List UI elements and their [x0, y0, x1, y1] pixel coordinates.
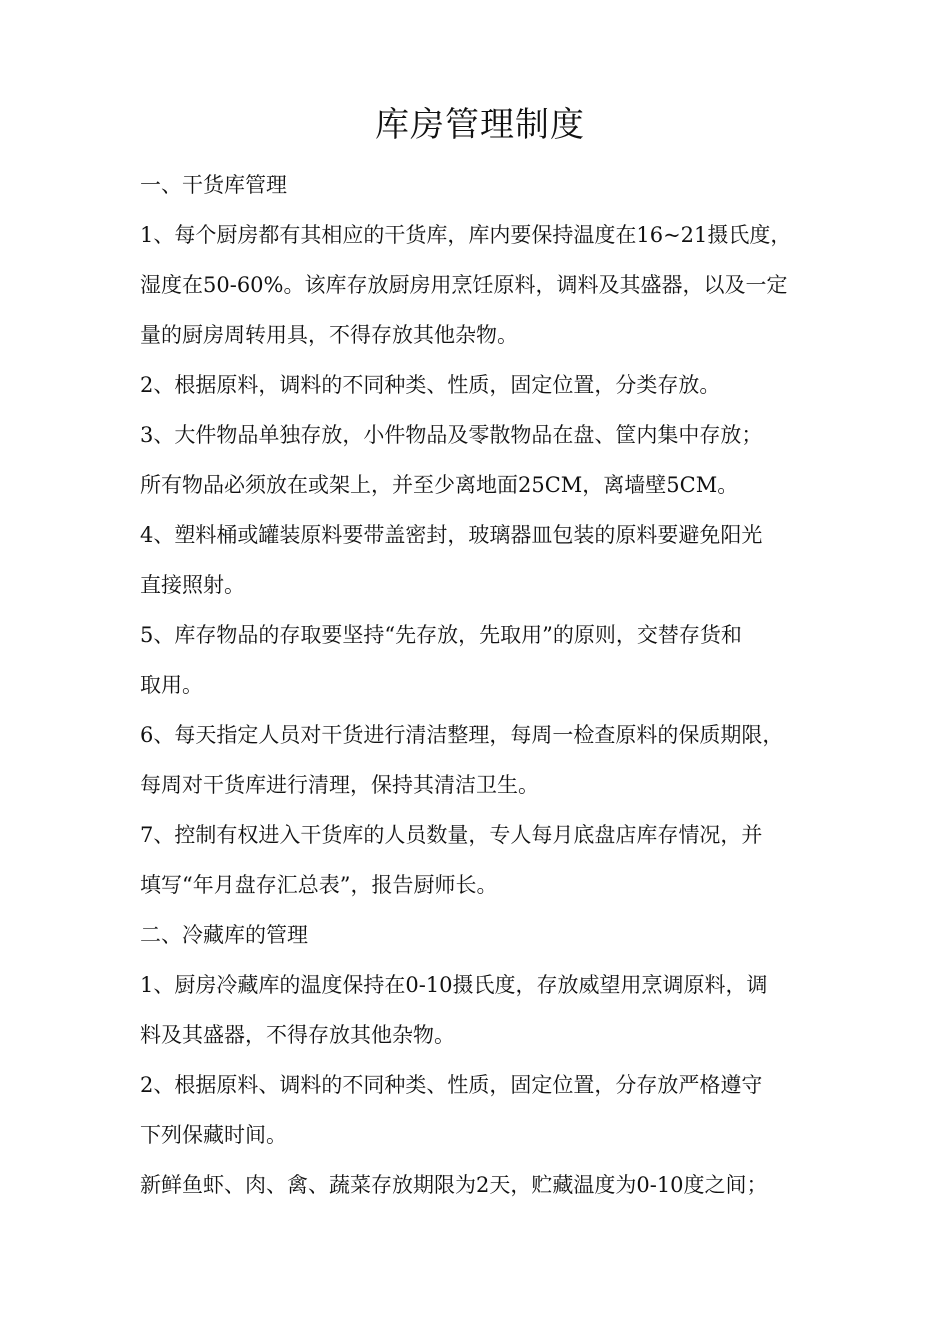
- text-line: 直接照射。: [140, 573, 245, 597]
- text-line: 2、根据原料、调料的不同种类、性质，固定位置，分存放严格遵守: [140, 1073, 763, 1097]
- text-line: 1、每个厨房都有其相应的干货库，库内要保持温度在16~21摄氏度，: [140, 223, 792, 247]
- paragraph-cold-1: [140, 960, 820, 1060]
- text-line: 新鲜鱼虾、肉、禽、蔬菜存放期限为2天，贮藏温度为0-10度之间；: [140, 1173, 768, 1197]
- text-line: 5、库存物品的存取要坚持“先存放，先取用”的原则，交替存货和: [140, 623, 742, 647]
- paragraph-dry-5: [140, 610, 820, 710]
- paragraph-dry-6: [140, 710, 820, 810]
- paragraph-dry-3: [140, 410, 820, 510]
- paragraph-cold-storage-period: [140, 1160, 820, 1210]
- section-heading-dry-storage: [140, 160, 820, 210]
- paragraph-dry-7: [140, 810, 820, 910]
- paragraph-dry-1: [140, 210, 820, 360]
- text-line: 所有物品必须放在或架上，并至少离地面25CM，离墙壁5CM。: [140, 473, 739, 497]
- text-line: 2、根据原料，调料的不同种类、性质，固定位置，分类存放。: [140, 373, 721, 397]
- text-line: 下列保藏时间。: [140, 1123, 287, 1147]
- text-line: 7、控制有权进入干货库的人员数量，专人每月底盘店库存情况，并: [140, 823, 763, 847]
- text-line: 一、干货库管理: [140, 173, 287, 197]
- section-heading-cold-storage: [140, 910, 820, 960]
- text-line: 1、厨房冷藏库的温度保持在0-10摄氏度，存放威望用烹调原料，调: [140, 973, 768, 997]
- text-line: 3、大件物品单独存放，小件物品及零散物品在盘、筐内集中存放；: [140, 423, 763, 447]
- paragraph-cold-2: [140, 1060, 820, 1160]
- text-line: 4、塑料桶或罐装原料要带盖密封，玻璃器皿包装的原料要避免阳光: [140, 523, 763, 547]
- text-line: 6、每天指定人员对干货进行清洁整理，每周一检查原料的保质期限，: [140, 723, 784, 747]
- text-line: 填写“年月盘存汇总表”，报告厨师长。: [140, 873, 498, 897]
- text-line: 量的厨房周转用具，不得存放其他杂物。: [140, 323, 518, 347]
- paragraph-dry-2: [140, 360, 820, 410]
- text-line: 每周对干货库进行清理，保持其清洁卫生。: [140, 773, 539, 797]
- document-title: 库房管理制度: [375, 105, 585, 145]
- text-line: 湿度在50-60%。该库存放厨房用烹饪原料，调料及其盛器，以及一定: [140, 273, 788, 297]
- text-line: 料及其盛器，不得存放其他杂物。: [140, 1023, 455, 1047]
- text-line: 二、冷藏库的管理: [140, 923, 308, 947]
- paragraph-dry-4: [140, 510, 820, 610]
- text-line: 取用。: [140, 673, 203, 697]
